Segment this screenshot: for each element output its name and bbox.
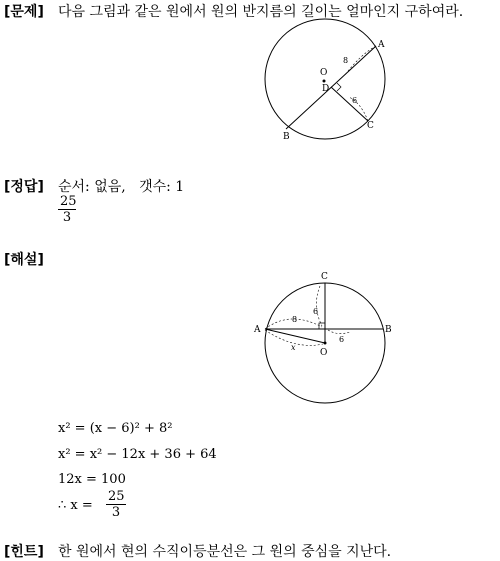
answer-denominator: 3 (62, 210, 72, 225)
label-c: C (321, 272, 328, 282)
equation-2: x² = x² − 12x + 36 + 64 (58, 447, 217, 462)
problem-tag: [문제] (4, 4, 44, 20)
label-6: 6 (352, 96, 358, 105)
brace-6-upper (316, 286, 322, 326)
equation-4-denominator: 3 (111, 505, 121, 520)
label-b: B (385, 325, 392, 335)
label-a: A (378, 40, 385, 50)
label-x: x (291, 343, 296, 352)
label-o: O (320, 68, 328, 78)
equation-3: 12x = 100 (58, 472, 126, 487)
brace-6-right (328, 330, 350, 334)
hint-text: 한 원에서 현의 수직이등분선은 그 원의 중심을 지난다. (58, 544, 392, 560)
solution-figure (250, 268, 400, 408)
answer-numerator: 25 (60, 194, 77, 209)
center-dot (323, 80, 326, 83)
right-angle-mark (337, 83, 341, 91)
answer-fraction (58, 194, 76, 225)
equation-1: x² = (x − 6)² + 8² (58, 421, 173, 436)
label-d: D (322, 84, 330, 94)
segment-dc (331, 87, 368, 121)
label-o: O (320, 348, 328, 358)
label-c: C (367, 121, 374, 131)
label-b: B (283, 132, 290, 142)
answer-meta: 순서: 없음, 갯수: 1 (58, 179, 185, 195)
problem-figure (255, 15, 405, 145)
equation-4-prefix: ∴ x = (58, 498, 93, 513)
solution-tag: [해설] (4, 252, 44, 268)
equation-4-fraction (106, 489, 126, 520)
label-6-right: 6 (339, 335, 345, 344)
equation-4-numerator: 25 (108, 489, 125, 504)
answer-tag: [정답] (4, 179, 44, 195)
problem-text: 다음 그림과 같은 원에서 원의 반지름의 길이는 얼마인지 구하여라. (58, 4, 464, 20)
hint-tag: [힌트] (4, 544, 44, 560)
center-dot (324, 342, 327, 345)
label-8: 8 (343, 56, 349, 65)
label-8: 8 (292, 315, 298, 324)
label-a: A (254, 325, 261, 335)
segment-ao (265, 329, 325, 343)
label-6-upper: 6 (313, 307, 319, 316)
